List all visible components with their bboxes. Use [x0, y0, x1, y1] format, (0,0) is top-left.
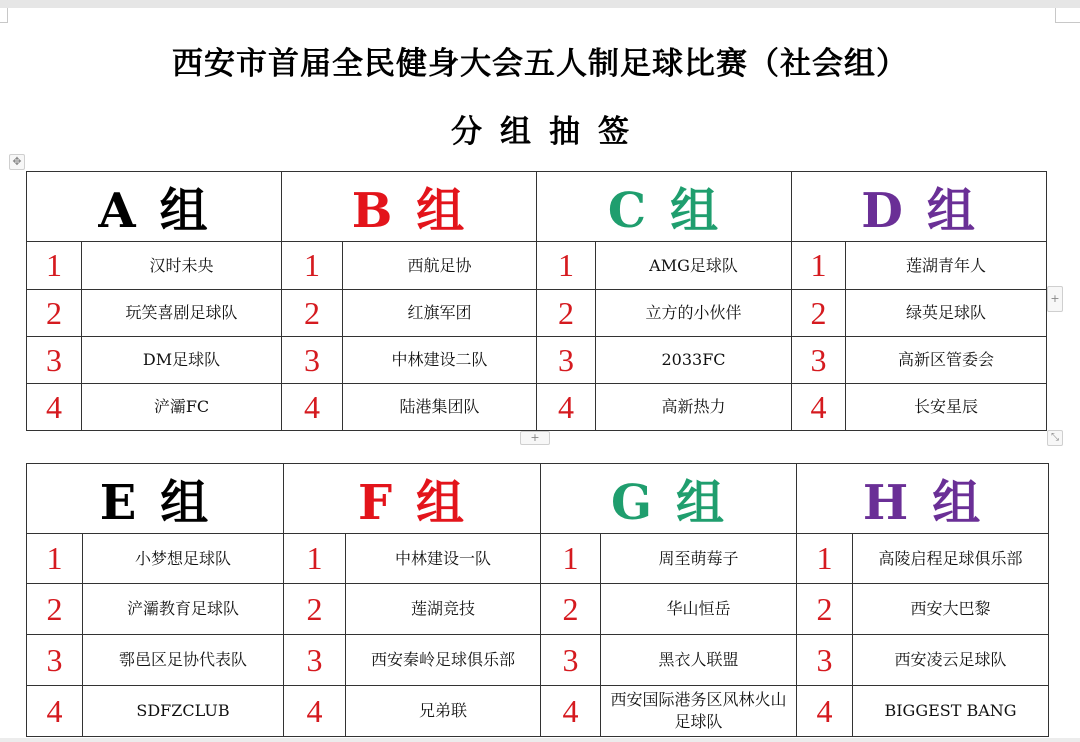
group-header-c: C 组 — [537, 172, 792, 242]
seed-number: 1 — [284, 534, 346, 584]
seed-number: 2 — [282, 290, 343, 337]
group-header-row — [27, 464, 1049, 534]
team-name: 绿英足球队 — [846, 290, 1047, 337]
team-name: DM足球队 — [82, 337, 282, 384]
team-name: 西航足协 — [343, 242, 537, 290]
page-margin-mark-right — [1055, 8, 1080, 23]
group-header-b: B 组 — [282, 172, 537, 242]
add-row-icon[interactable]: + — [520, 431, 550, 445]
window-top-bar — [0, 0, 1080, 8]
seed-number: 3 — [797, 635, 853, 686]
team-name: 华山恒岳 — [601, 584, 797, 635]
seed-number: 1 — [282, 242, 343, 290]
group-header-row — [27, 172, 1047, 242]
seed-number: 3 — [792, 337, 846, 384]
seed-number: 1 — [792, 242, 846, 290]
seed-number: 3 — [541, 635, 601, 686]
team-name: 中林建设二队 — [343, 337, 537, 384]
group-header-a: A 组 — [27, 172, 282, 242]
team-name: 玩笑喜剧足球队 — [82, 290, 282, 337]
seed-number: 4 — [27, 384, 82, 431]
team-name: 红旗军团 — [343, 290, 537, 337]
team-name: 浐灞教育足球队 — [83, 584, 284, 635]
team-name: AMG足球队 — [596, 242, 792, 290]
seed-number: 3 — [27, 337, 82, 384]
team-name: 西安凌云足球队 — [853, 635, 1049, 686]
seed-number: 1 — [797, 534, 853, 584]
team-name: 西安大巴黎 — [853, 584, 1049, 635]
team-name: 小梦想足球队 — [83, 534, 284, 584]
group-header-f: F 组 — [284, 464, 541, 534]
team-name: 陆港集团队 — [343, 384, 537, 431]
seed-number: 1 — [541, 534, 601, 584]
seed-number: 3 — [284, 635, 346, 686]
team-name: 兄弟联 — [346, 686, 541, 737]
group-header-h: H 组 — [797, 464, 1049, 534]
team-name: 长安星辰 — [846, 384, 1047, 431]
seed-number: 2 — [797, 584, 853, 635]
table-row — [27, 290, 1047, 337]
team-name: 高陵启程足球俱乐部 — [853, 534, 1049, 584]
table-row — [27, 242, 1047, 290]
team-name: 浐灞FC — [82, 384, 282, 431]
table-row — [27, 584, 1049, 635]
seed-number: 3 — [27, 635, 83, 686]
team-name: 鄠邑区足协代表队 — [83, 635, 284, 686]
seed-number: 2 — [27, 584, 83, 635]
seed-number: 4 — [537, 384, 596, 431]
add-column-icon[interactable]: + — [1047, 286, 1063, 312]
seed-number: 3 — [537, 337, 596, 384]
seed-number: 4 — [541, 686, 601, 737]
seed-number: 4 — [792, 384, 846, 431]
group-table-1 — [26, 171, 1047, 431]
table-resize-icon[interactable]: ⤡ — [1047, 430, 1063, 446]
team-name: 西安国际港务区风林火山足球队 — [601, 686, 797, 737]
team-name: SDFZCLUB — [83, 686, 284, 737]
seed-number: 4 — [797, 686, 853, 737]
team-name: 高新热力 — [596, 384, 792, 431]
seed-number: 4 — [282, 384, 343, 431]
team-name: 2033FC — [596, 337, 792, 384]
team-name: 立方的小伙伴 — [596, 290, 792, 337]
team-name: 西安秦岭足球俱乐部 — [346, 635, 541, 686]
seed-number: 2 — [541, 584, 601, 635]
seed-number: 2 — [27, 290, 82, 337]
document-subtitle: 分组抽签 — [451, 114, 647, 150]
team-name: 汉时未央 — [82, 242, 282, 290]
table-row — [27, 384, 1047, 431]
team-name: 高新区管委会 — [846, 337, 1047, 384]
team-name: 莲湖青年人 — [846, 242, 1047, 290]
table-row — [27, 635, 1049, 686]
seed-number: 1 — [27, 242, 82, 290]
team-name: BIGGEST BANG — [853, 686, 1049, 737]
table-row — [27, 686, 1049, 737]
seed-number: 2 — [284, 584, 346, 635]
table-row — [27, 337, 1047, 384]
team-name: 中林建设一队 — [346, 534, 541, 584]
page-bottom-edge — [0, 738, 1080, 742]
seed-number: 2 — [537, 290, 596, 337]
group-header-e: E 组 — [27, 464, 284, 534]
document-title: 西安市首届全民健身大会五人制足球比赛（社会组） — [172, 46, 908, 82]
team-name: 黑衣人联盟 — [601, 635, 797, 686]
team-name: 周至萌莓子 — [601, 534, 797, 584]
group-header-d: D 组 — [792, 172, 1047, 242]
seed-number: 2 — [792, 290, 846, 337]
seed-number: 4 — [284, 686, 346, 737]
table-move-handle-icon[interactable]: ✥ — [9, 154, 25, 170]
seed-number: 1 — [27, 534, 83, 584]
group-header-g: G 组 — [541, 464, 797, 534]
seed-number: 4 — [27, 686, 83, 737]
table-row — [27, 534, 1049, 584]
group-table-2 — [26, 463, 1049, 737]
page-margin-mark-left — [0, 8, 8, 23]
seed-number: 3 — [282, 337, 343, 384]
team-name: 莲湖竞技 — [346, 584, 541, 635]
seed-number: 1 — [537, 242, 596, 290]
